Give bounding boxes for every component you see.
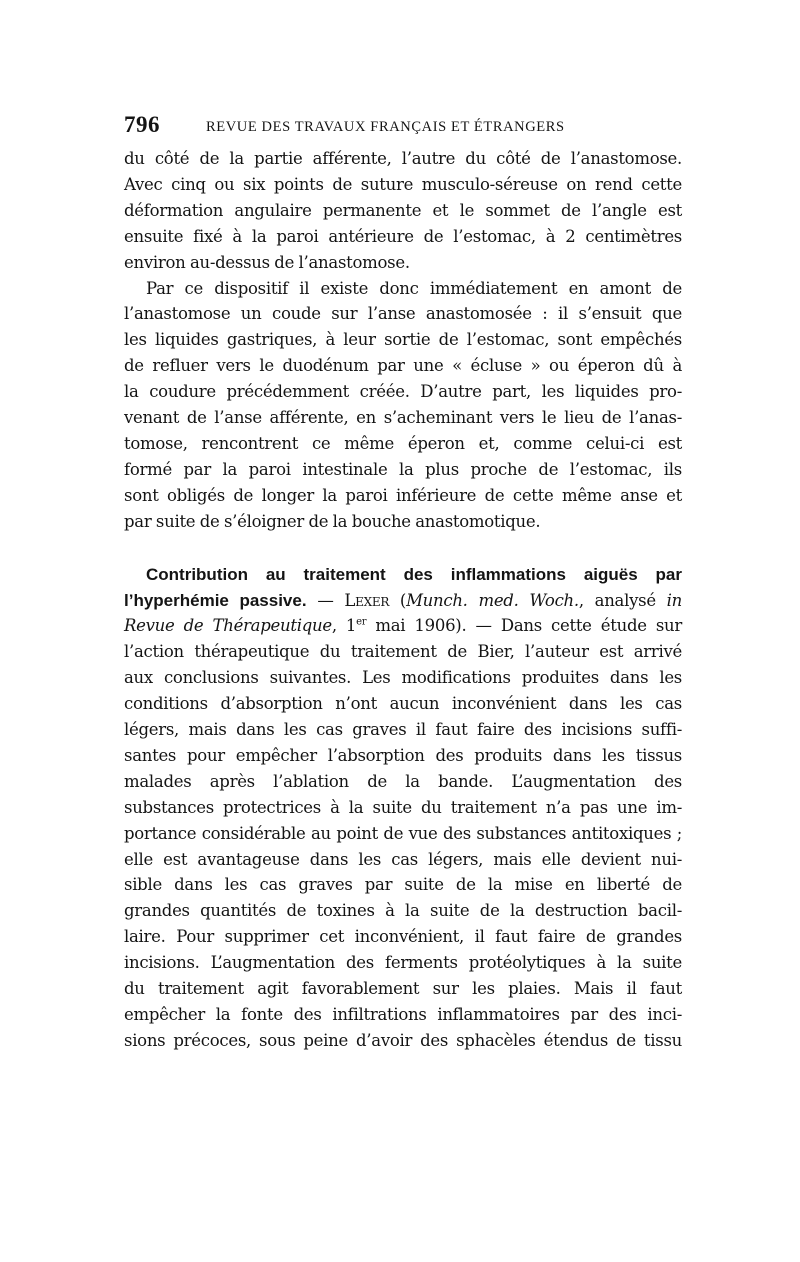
article-title: Contribution au traitement des inflammations aiguës par — [146, 564, 682, 584]
text-line: Par ce dispositif il existe donc immédiatement en amont de — [146, 278, 682, 298]
text-line — [124, 613, 682, 639]
text-line: empêcher la fonte des infiltrations inflammatoires par des inci- — [124, 1005, 682, 1024]
text-line: aux conclusions suivantes. Les modifications produites dans les — [124, 668, 682, 688]
text-line: légers, mais dans les cas graves il faut faire des incisions suffi- — [124, 720, 682, 740]
text-line: portance considérable au point de vue des substances antitoxiques ; — [124, 823, 682, 843]
analyse-in: in — [666, 590, 683, 610]
analyse-text: , analysé — [578, 590, 667, 610]
text-line: Avec cinq ou six points de suture musculo-séreuse on rend cette — [124, 174, 682, 194]
text-line: par suite de s’éloigner de la bouche anastomotique. — [124, 511, 541, 531]
text-line: ensuite fixé à la paroi antérieure de l’estomac, à 2 centimètres — [124, 226, 682, 246]
date-text: , 1 — [331, 616, 357, 636]
text-line: formé par la paroi intestinale la plus proche de l’estomac, ils — [124, 459, 682, 479]
dash: — — [306, 590, 345, 610]
text-line — [124, 588, 682, 614]
text-line: sont obligés de longer la paroi inférieure de cette même anse et — [124, 485, 682, 505]
text-line: incisions. L’augmentation des ferments protéolytiques à la suite — [124, 953, 682, 973]
article-title-line — [124, 562, 682, 588]
article-title-end: l’hyperhémie passive. — [124, 590, 307, 610]
text-line: conditions d’absorption n’ont aucun inconvénient dans les cas — [124, 694, 682, 714]
body-text — [124, 146, 682, 1054]
text-line: substances protectrices à la suite du traitement n’a pas une im- — [124, 797, 682, 817]
paragraph-2 — [124, 276, 682, 535]
text-line: la coudure précédemment créée. D’autre part, les liquides pro- — [124, 382, 682, 402]
text-line: grandes quantités de toxines à la suite de la destruction bacil- — [124, 901, 682, 921]
ordinal-superscript: er — [356, 616, 367, 628]
text-line: laire. Pour supprimer cet inconvénient, il faut faire de grandes — [124, 927, 682, 947]
text-line: de refluer vers le duodénum par une « écluse » ou éperon dû à — [124, 356, 682, 376]
review-journal: Revue de Thérapeutique — [124, 616, 332, 636]
text-line: l’action thérapeutique du traitement de Bier, l’auteur est arrivé — [124, 642, 682, 662]
page-number: 796 — [124, 112, 160, 137]
date-text-rest: mai 1906). — Dans cette étude sur — [366, 616, 682, 636]
text-line: elle est avantageuse dans les cas légers, mais elle devient nui- — [124, 849, 682, 869]
text-line: du côté de la partie afférente, l’autre du côté de l’anastomose. — [124, 149, 682, 168]
running-head: REVUE DES TRAVAUX FRANÇAIS ET ÉTRANGERS — [206, 119, 565, 135]
article-entry — [124, 562, 682, 1054]
text-line: environ au-dessus de l’anastomose. — [124, 252, 410, 272]
text-line: tomose, rencontrent ce même éperon et, comme celui-ci est — [124, 433, 682, 453]
page-header — [124, 112, 684, 142]
text-line: sions précoces, sous peine d’avoir des sphacèles étendus de tissu — [124, 1030, 682, 1050]
text-line: sible dans les cas graves par suite de la mise en liberté de — [124, 875, 682, 895]
paren: ( — [389, 590, 407, 610]
text-line: santes pour empêcher l’absorption des produits dans les tissus — [124, 745, 682, 765]
text-line: déformation angulaire permanente et le sommet de l’angle est — [124, 200, 682, 220]
text-line: du traitement agit favorablement sur les plaies. Mais il faut — [124, 979, 682, 999]
text-line: les liquides gastriques, à leur sortie de l’estomac, sont empêchés — [124, 330, 682, 350]
paragraph-1 — [124, 146, 682, 276]
section-gap — [124, 535, 682, 562]
journal-name: Munch. med. Woch. — [406, 590, 579, 610]
text-line: malades après l’ablation de la bande. L’augmentation des — [124, 771, 682, 791]
text-line: l’anastomose un coude sur l’anse anastomosée : il s’ensuit que — [124, 304, 682, 324]
text-line: venant de l’anse afférente, en s’acheminant vers le lieu de l’anas- — [124, 408, 682, 428]
author-name: Lexer — [344, 590, 390, 610]
